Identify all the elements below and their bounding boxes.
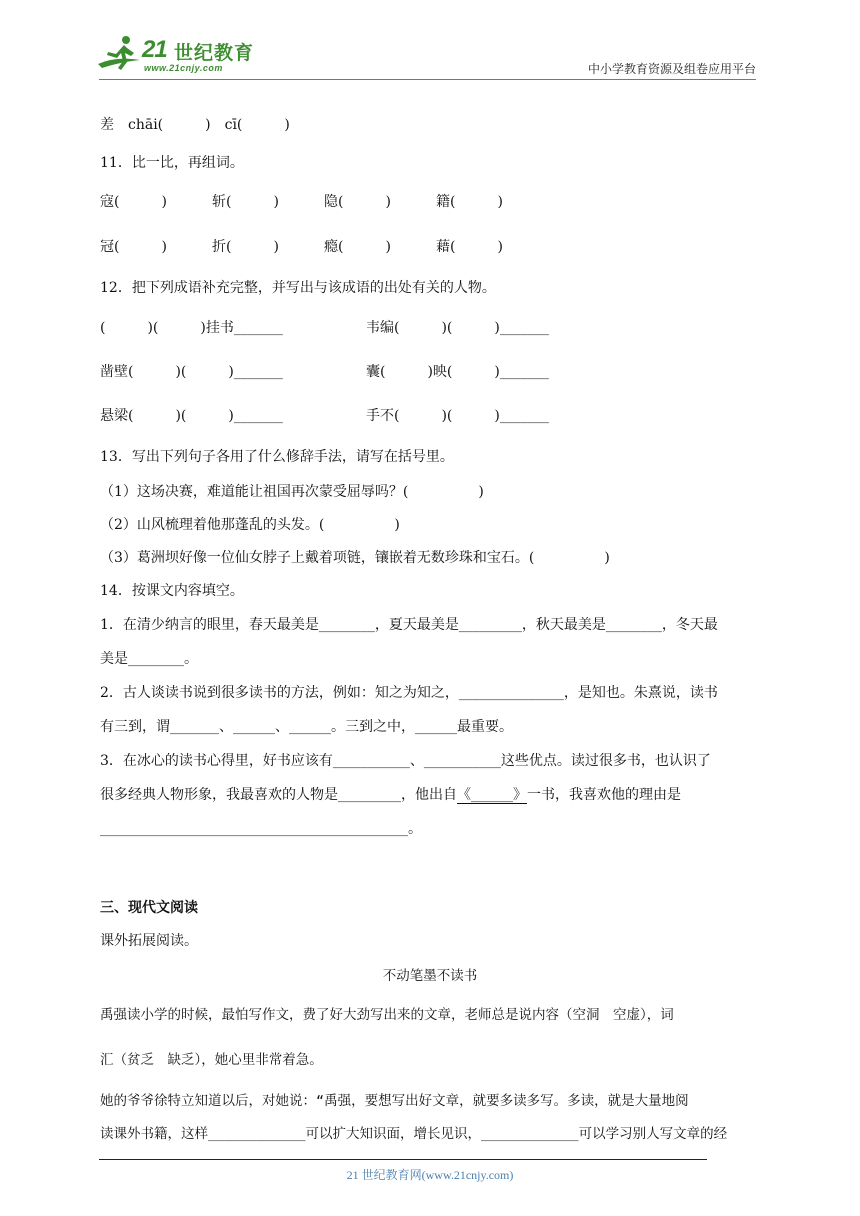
q11-title: 11．比一比，再组词。 xyxy=(100,155,244,171)
q11-item: 瘾( ) xyxy=(324,239,391,255)
q12-item: ( )( )挂书_______ xyxy=(100,320,283,336)
logo-number: 21 xyxy=(142,36,167,63)
q12-item: 凿壁( )( )_______ xyxy=(100,364,283,380)
q14-line-3b-pre: 很多经典人物形象，我最喜欢的人物是_________，他出自 xyxy=(100,787,457,803)
q14-line-3a: 3．在冰心的读书心得里，好书应该有___________、___________这些优点。读过很多书，也认识了 xyxy=(100,753,711,769)
site-logo[interactable] xyxy=(96,34,266,78)
q14-line-1a: 1．在清少纳言的眼里，春天最美是________，夏天最美是_________，秋天最美是________，冬天最 xyxy=(100,617,718,633)
q13-item-1: （1）这场决赛，难道能让祖国再次蒙受屈辱吗？( ) xyxy=(100,484,484,500)
passage-title: 不动笔墨不读书 xyxy=(382,968,478,984)
logo-name: 世纪教育 xyxy=(174,42,255,64)
section-subheading: 课外拓展阅读。 xyxy=(100,933,198,949)
q14-line-1b: 美是________。 xyxy=(100,651,198,667)
q11-item: 藉( ) xyxy=(436,239,503,255)
runner-icon xyxy=(96,34,144,74)
q13-title: 13．写出下列句子各用了什么修辞手法，请写在括号里。 xyxy=(100,449,454,465)
q11-item: 冠( ) xyxy=(100,239,167,255)
q11-item: 隐( ) xyxy=(324,194,391,210)
book-title-blank: 《______》 xyxy=(457,787,527,803)
page-header xyxy=(0,0,860,82)
q11-item: 斩( ) xyxy=(212,194,279,210)
header-divider xyxy=(99,79,756,80)
logo-url: www.21cnjy.com xyxy=(144,63,223,73)
q11-item: 寇( ) xyxy=(100,194,167,210)
passage-line: 禹强读小学的时候，最怕写作文，费了好大劲写出来的文章，老师总是说内容（空洞 空虚），词 xyxy=(100,1007,674,1023)
passage-line: 读课外书籍，这样____________可以扩大知识面，增长见识，____________可以学习别人写文章的经 xyxy=(100,1126,728,1142)
q14-title: 14．按课文内容填空。 xyxy=(100,583,244,599)
passage-line: 汇（贫乏 缺乏），她心里非常着急。 xyxy=(100,1052,323,1068)
q12-item: 手不( )( )_______ xyxy=(366,408,549,424)
q12-item: 悬梁( )( )_______ xyxy=(100,408,283,424)
q10-tail-line: 差 chāi( ) cī( ) xyxy=(100,117,290,133)
q14-line-2a: 2．古人谈读书说到很多读书的方法，例如：知之为知之，_______________，是知也。朱熹说，读书 xyxy=(100,685,718,701)
q14-line-2b: 有三到，谓_______、______、______。三到之中，______最重要。 xyxy=(100,719,513,735)
section-heading: 三、现代文阅读 xyxy=(100,900,198,916)
footer-link[interactable]: 21 世纪教育网(www.21cnjy.com) xyxy=(346,1168,514,1182)
q12-item: 韦编( )( )_______ xyxy=(366,320,549,336)
q14-line-3c: ____________________________________________。 xyxy=(100,821,422,837)
q11-item: 籍( ) xyxy=(436,194,503,210)
q14-line-3b xyxy=(100,784,681,804)
q11-item: 折( ) xyxy=(212,239,279,255)
footer-divider xyxy=(99,1159,707,1160)
q14-line-3b-post: 一书，我喜欢他的理由是 xyxy=(527,787,681,803)
q13-item-2: （2）山风梳理着他那蓬乱的头发。( ) xyxy=(100,517,400,533)
platform-name: 中小学教育资源及组卷应用平台 xyxy=(587,62,756,76)
q12-item: 囊( )映( )_______ xyxy=(366,364,549,380)
passage-line: 她的爷爷徐特立知道以后，对她说：“禹强，要想写出好文章，就要多读多写。多读，就是大量地阅 xyxy=(100,1093,689,1109)
q12-title: 12．把下列成语补充完整，并写出与该成语的出处有关的人物。 xyxy=(100,280,496,296)
q13-item-3: （3）葛洲坝好像一位仙女脖子上戴着项链，镶嵌着无数珍珠和宝石。( ) xyxy=(100,550,610,566)
